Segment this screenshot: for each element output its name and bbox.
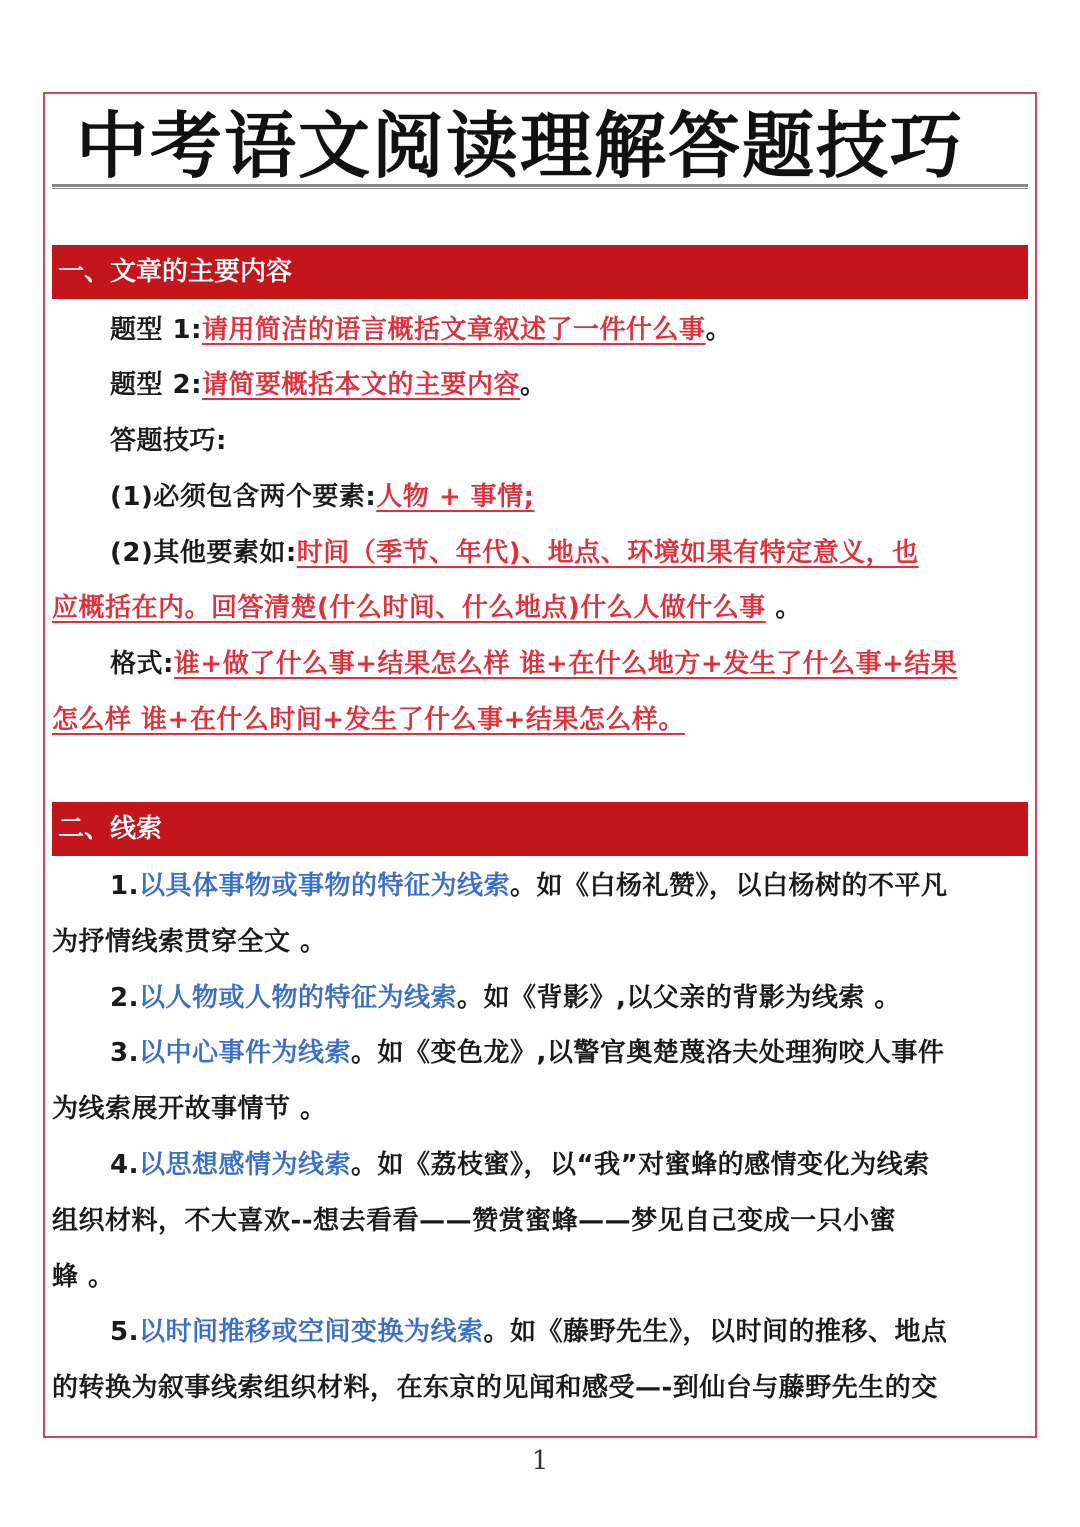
- section-heading-main-content: 一、文章的主要内容: [52, 245, 1028, 299]
- question-type-1-text: 请用简洁的语言概括文章叙述了一件什么事: [202, 315, 706, 345]
- format-text-a: 谁+做了什么事+结果怎么样 谁+在什么地方+发生了什么事+结果: [173, 649, 958, 679]
- clue-item-3-highlight: 以中心事件为线索: [138, 1038, 351, 1068]
- tip-2-continued: [52, 580, 1028, 636]
- clue-item-4-continued-2: 蜂 。: [52, 1262, 115, 1292]
- clue-item-3-rest: 。如《变色龙》,以警官奥楚蔑洛夫处理狗咬人事件: [350, 1038, 945, 1068]
- clue-item-5-highlight: 以时间推移或空间变换为线索: [138, 1317, 484, 1347]
- clue-item-5-number: 5.: [110, 1317, 139, 1347]
- clue-item-2-highlight: 以人物或人物的特征为线索: [138, 983, 457, 1013]
- question-type-2-text: 请简要概括本文的主要内容: [202, 370, 521, 400]
- clue-item-1-rest: 。如《白杨礼赞》，以白杨树的不平凡: [509, 871, 948, 901]
- format-line-continued: [52, 692, 1028, 748]
- tip-1-label: (1)必须包含两个要素:: [110, 482, 377, 512]
- tip-2-label: (2)其他要素如:: [110, 538, 297, 568]
- section-heading-clues: 二、线索: [52, 802, 1028, 856]
- question-type-1-label: 题型 1:: [110, 315, 203, 345]
- clue-item-4-number: 4.: [110, 1150, 139, 1180]
- clue-item-4-continued-1: 组织材料，不大喜欢--想去看看——赞赏蜜蜂——梦见自己变成一只小蜜: [52, 1206, 897, 1236]
- question-type-1-end: 。: [705, 315, 733, 345]
- clue-item-2: [52, 970, 1028, 1026]
- clue-item-5: [52, 1304, 1028, 1360]
- page-number: 1: [531, 1446, 549, 1476]
- question-type-2-label: 题型 2:: [110, 370, 203, 400]
- page-title: 中考语文阅读理解答题技巧: [75, 104, 964, 188]
- clue-item-3: [52, 1025, 1028, 1081]
- tip-2-text-b: 应概括在内。回答清楚(什么时间、什么地点)什么人做什么事: [52, 593, 766, 623]
- format-label: 格式:: [110, 649, 174, 679]
- format-line: [52, 636, 1028, 692]
- format-text-b: 怎么样 谁+在什么时间+发生了什么事+结果怎么样。: [52, 705, 685, 735]
- question-type-1: [52, 302, 1028, 358]
- tip-2-end: 。: [765, 593, 802, 623]
- clue-item-4-rest: 。如《荔枝蜜》，以“我”对蜜蜂的感情变化为线索: [350, 1150, 930, 1180]
- clue-item-3-number: 3.: [110, 1038, 139, 1068]
- clue-item-5-rest: 。如《藤野先生》，以时间的推移、地点: [483, 1317, 948, 1347]
- clue-item-1-number: 1.: [110, 871, 139, 901]
- clue-item-2-number: 2.: [110, 983, 139, 1013]
- clue-item-2-rest: 。如《背影》,以父亲的背影为线索 。: [456, 983, 901, 1013]
- tip-2: [52, 525, 1028, 581]
- clue-item-4-highlight: 以思想感情为线索: [138, 1150, 351, 1180]
- tip-1: [52, 469, 1028, 525]
- question-type-2: [52, 357, 1028, 413]
- question-type-2-end: 。: [520, 370, 547, 400]
- clue-item-1-highlight: 以具体事物或事物的特征为线索: [138, 871, 510, 901]
- tips-label: 答题技巧:: [110, 426, 227, 456]
- title-divider: [52, 184, 1028, 189]
- clue-item-1: [52, 858, 1028, 914]
- clue-item-4: [52, 1137, 1028, 1193]
- tip-1-text: 人物 + 事情;: [376, 482, 535, 512]
- tip-2-text-a: 时间（季节、年代)、地点、环境如果有特定意义，也: [296, 538, 919, 568]
- clue-item-3-continued: 为线索展开故事情节 。: [52, 1094, 327, 1124]
- clue-item-5-continued: 的转换为叙事线索组织材料，在东京的见闻和感受—-到仙台与藤野先生的交: [52, 1373, 938, 1403]
- clue-item-1-continued: 为抒情线索贯穿全文 。: [52, 927, 327, 957]
